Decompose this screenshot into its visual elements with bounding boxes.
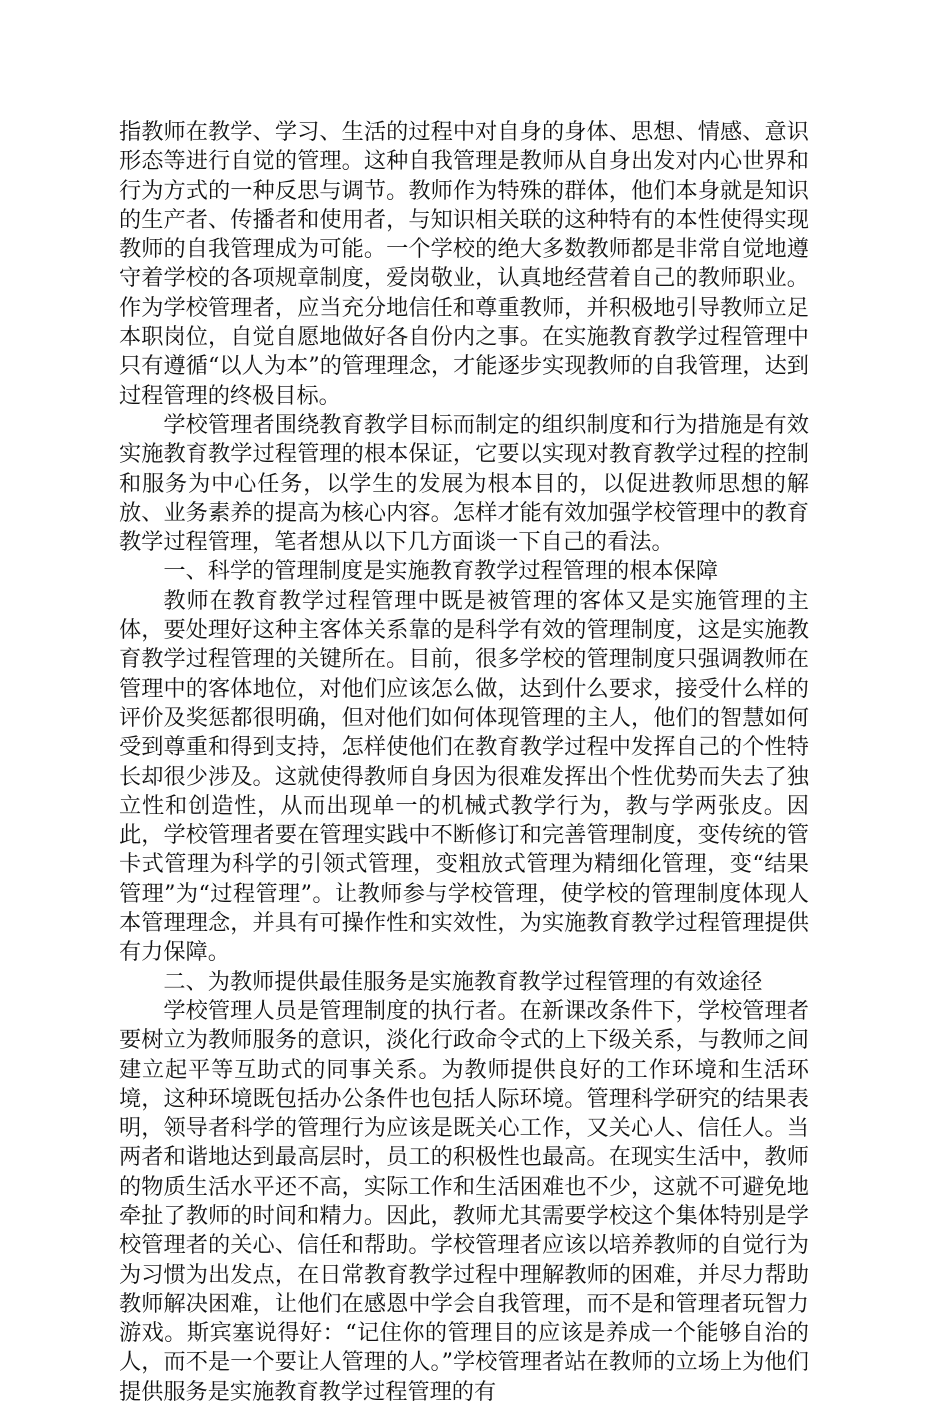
paragraph-overview: 学校管理者围绕教育教学目标而制定的组织制度和行为措施是有效实施教育教学过程管理的根本保证，它要以实现对教育教学过程的控制和服务为中心任务，以学生的发展为根本目的，以促进教师思想的解放、业务素养的提高为核心内容。怎样才能有效加强学校管理中的教育教学过程管理，笔者想从以下几方面谈一下自己的看法。 — [119, 411, 809, 556]
paragraph-section-2: 学校管理人员是管理制度的执行者。在新课改条件下，学校管理者要树立为教师服务的意识，淡化行政命令式的上下级关系，与教师之间建立起平等互助式的同事关系。为教师提供良好的工作环境和生活环境，这种环境既包括办公条件也包括人际环境。管理科学研究的结果表明，领导者科学的管理行为应该是既关心工作，又关心人、信任人。当两者和谐地达到最高层时，员工的积极性也最高。在现实生活中，教师的物质生活水平还不高，实际工作和生活困难也不少，这就不可避免地牵扯了教师的时间和精力。因此，教师尤其需要学校这个集体特别是学校管理者的关心、信任和帮助。学校管理者应该以培养教师的自觉行为为习惯为出发点，在日常教育教学过程中理解教师的困难，并尽力帮助教师解决困难，让他们在感恩中学会自我管理，而不是和管理者玩智力游戏。斯宾塞说得好：“记住你的管理目的应该是养成一个能够自治的人，而不是一个要让人管理的人。”学校管理者站在教师的立场上为他们提供服务是实施教育教学过程管理的有 — [119, 997, 809, 1405]
paragraph-continued-intro: 指教师在教学、学习、生活的过程中对自身的身体、思想、情感、意识形态等进行自觉的管理。这种自我管理是教师从自身出发对内心世界和行为方式的一种反思与调节。教师作为特殊的群体，他们本身就是知识的生产者、传播者和使用者，与知识相关联的这种特有的本性使得实现教师的自我管理成为可能。一个学校的绝大多数教师都是非常自觉地遵守着学校的各项规章制度，爱岗敬业，认真地经营着自己的教师职业。作为学校管理者，应当充分地信任和尊重教师，并积极地引导教师立足本职岗位，自觉自愿地做好各自份内之事。在实施教育教学过程管理中只有遵循“以人为本”的管理理念，才能逐步实现教师的自我管理，达到过程管理的终极目标。 — [119, 119, 809, 409]
paragraph-section-1: 教师在教育教学过程管理中既是被管理的客体又是实施管理的主体，要处理好这种主客体关系靠的是科学有效的管理制度，这是实施教育教学过程管理的关键所在。目前，很多学校的管理制度只强调教师在管理中的客体地位，对他们应该怎么做，达到什么要求，接受什么样的评价及奖惩都很明确，但对他们如何体现管理的主人，他们的智慧如何受到尊重和得到支持，怎样使他们在教育教学过程中发挥自己的个性特长却很少涉及。这就使得教师自身因为很难发挥出个性优势而失去了独立性和创造性，从而出现单一的机械式教学行为，教与学两张皮。因此，学校管理者要在管理实践中不断修订和完善管理制度，变传统的管卡式管理为科学的引领式管理，变粗放式管理为精细化管理，变“结果管理”为“过程管理”。让教师参与学校管理，使学校的管理制度体现人本管理理念，并具有可操作性和实效性，为实施教育教学过程管理提供有力保障。 — [119, 587, 809, 966]
section-heading-1: 一、科学的管理制度是实施教育教学过程管理的根本保障 — [163, 558, 719, 585]
document-body — [119, 118, 809, 1407]
section-heading-2: 二、为教师提供最佳服务是实施教育教学过程管理的有效途径 — [163, 968, 763, 995]
